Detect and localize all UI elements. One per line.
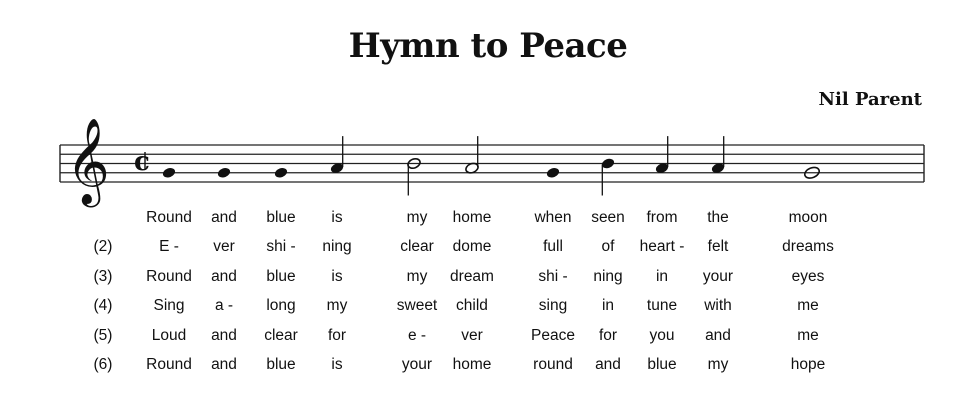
note-quarter	[655, 136, 670, 174]
lyric-syllable: me	[797, 327, 819, 344]
note-half	[407, 157, 422, 195]
lyric-syllable: clear	[264, 327, 298, 344]
lyric-syllable: dome	[452, 238, 492, 255]
lyric-syllable: shi -	[266, 238, 296, 255]
lyric-syllable: and	[705, 327, 731, 344]
lyric-syllable: blue	[266, 268, 296, 285]
note-quarter	[546, 166, 561, 179]
lyric-syllable: and	[211, 268, 237, 285]
lyric-syllable: and	[211, 327, 237, 344]
lyric-syllable: round	[533, 356, 573, 373]
lyric-syllable: hope	[790, 356, 826, 373]
lyric-syllable: blue	[266, 356, 296, 373]
lyric-syllable: ning	[593, 268, 623, 285]
verse-number: (5)	[93, 327, 113, 344]
lyric-syllable: and	[211, 209, 237, 226]
lyric-syllable: and	[211, 356, 237, 373]
lyric-syllable: is	[331, 268, 343, 285]
lyric-syllable: eyes	[791, 268, 825, 285]
note-quarter	[330, 136, 345, 174]
lyric-syllable: my	[707, 356, 729, 373]
lyric-syllable: seen	[591, 209, 625, 226]
lyric-syllable: my	[406, 268, 428, 285]
lyric-syllable: for	[598, 327, 618, 344]
note-quarter	[274, 166, 289, 179]
treble-clef	[66, 118, 110, 208]
lyric-syllable: tune	[646, 297, 678, 314]
lyric-syllable: the	[707, 209, 729, 226]
lyric-syllable: home	[452, 209, 492, 226]
lyric-syllable: Loud	[151, 327, 187, 344]
lyric-syllable: for	[327, 327, 347, 344]
lyric-syllable: in	[601, 297, 615, 314]
lyric-syllable: E -	[159, 238, 179, 255]
lyric-syllable: dream	[450, 268, 494, 285]
lyrics	[94, 209, 835, 373]
lyric-syllable: of	[601, 238, 615, 255]
verse-number: (4)	[93, 297, 113, 314]
lyric-syllable: you	[649, 327, 675, 344]
lyric-syllable: me	[797, 297, 819, 314]
lyric-syllable: ning	[322, 238, 352, 255]
lyric-syllable: clear	[400, 238, 434, 255]
note-quarter	[601, 157, 616, 195]
lyric-syllable: when	[534, 209, 572, 226]
lyric-syllable: a -	[214, 297, 234, 314]
lyric-syllable: is	[331, 356, 343, 373]
staff	[60, 145, 924, 182]
lyric-syllable: heart -	[639, 238, 685, 255]
song-title: Hymn to Peace	[348, 26, 628, 66]
verse-number: (2)	[93, 238, 113, 255]
lyric-syllable: Peace	[531, 327, 575, 344]
note-half	[465, 136, 480, 174]
lyric-syllable: from	[646, 209, 678, 226]
lyric-syllable: in	[655, 268, 669, 285]
lyric-syllable: my	[326, 297, 348, 314]
lyric-syllable: your	[401, 356, 433, 373]
lyric-syllable: blue	[647, 356, 677, 373]
lyric-syllable: with	[704, 297, 732, 314]
note-quarter	[711, 136, 726, 174]
lyric-syllable: your	[702, 268, 734, 285]
lyric-syllable: Round	[146, 268, 192, 285]
note-quarter	[217, 166, 232, 179]
lyric-syllable: dreams	[782, 238, 834, 255]
lyric-syllable: Round	[146, 356, 192, 373]
lyric-syllable: child	[456, 297, 488, 314]
lyric-syllable: ver	[461, 327, 483, 344]
svg-text:c: c	[134, 147, 150, 177]
common-time-signature	[134, 147, 150, 177]
lyric-syllable: my	[406, 209, 428, 226]
lyric-syllable: felt	[707, 238, 729, 255]
lyric-syllable: Round	[146, 209, 192, 226]
lyric-syllable: sing	[538, 297, 568, 314]
lyric-syllable: Sing	[153, 297, 185, 314]
verse-number: (6)	[93, 356, 113, 373]
lyric-syllable: blue	[266, 209, 296, 226]
verse-number: (3)	[93, 268, 113, 285]
svg-text:𝄞: 𝄞	[66, 118, 110, 204]
note-quarter	[162, 166, 177, 179]
lyric-syllable: e -	[407, 327, 427, 344]
lyric-syllable: moon	[788, 209, 828, 226]
lyric-syllable: long	[266, 297, 296, 314]
lyric-syllable: shi -	[538, 268, 568, 285]
lyric-syllable: full	[543, 238, 563, 255]
lyric-syllable: and	[595, 356, 621, 373]
lyric-syllable: is	[331, 209, 343, 226]
lyric-syllable: ver	[213, 238, 235, 255]
lyric-syllable: home	[452, 356, 492, 373]
lyric-syllable: sweet	[396, 297, 438, 314]
composer-name: Nil Parent	[818, 89, 922, 110]
